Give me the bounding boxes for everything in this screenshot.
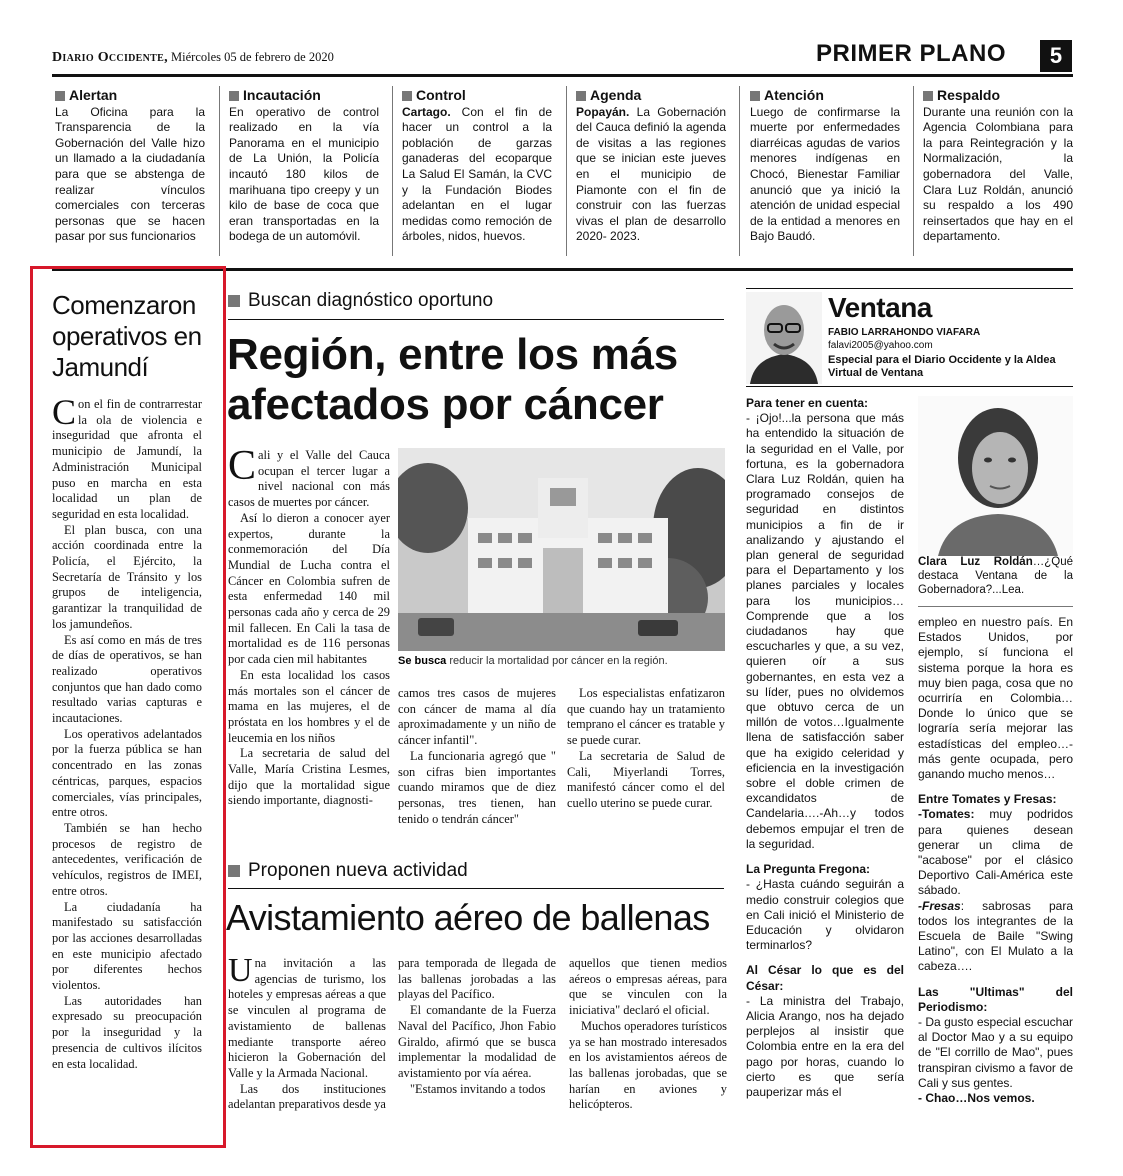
- caption-text: …¿Qué destaca Ventana de la Gobernadora?...Lea.: [918, 556, 1073, 596]
- brief-title: Incautación: [243, 87, 321, 103]
- brief-title: Control: [416, 87, 466, 103]
- main-article-col3: [567, 686, 725, 812]
- square-bullet-icon: [229, 91, 239, 101]
- paragraph: camos tres casos de mujeres con cáncer de mama al día aproximadamente y un niño de cáncer infantil".: [398, 686, 556, 748]
- photo-caption: [398, 655, 725, 667]
- paragraph: [918, 807, 1073, 898]
- section-heading: Al César lo que es del César:: [746, 963, 904, 993]
- ventana-rule: [746, 386, 1073, 387]
- brief-lead: Popayán.: [576, 104, 630, 119]
- brief-divider: [566, 86, 567, 256]
- main-article-col1: [228, 443, 390, 809]
- ventana-col2: [918, 615, 1073, 1106]
- left-article-headline: Comenzaron operativos en Jamundí: [52, 290, 202, 382]
- brief-divider: [739, 86, 740, 256]
- section-title: PRIMER PLANO: [816, 40, 1007, 67]
- paragraph: Las dos instituciones adelantan preparativos desde ya: [228, 1081, 386, 1112]
- paragraph: Los especialistas enfatizaron que cuando hay un tratamiento temprano el cáncer es tratable y se puede curar.: [567, 686, 725, 748]
- brief-body: Luego de confirmarse la muerte por enfermedades diarréicas agudas de varios menores indígenas en Chocó, Bienestar Familiar anunció que ya inició la atención de unidad especial de la entidad a menores en Bajo Baudó.: [750, 104, 900, 244]
- paragraph: Los operativos adelantados por la fuerza pública se han concentrado en las zonas céntricas, parques, espacios comerciales, vías principales, entre otros.: [52, 726, 202, 820]
- brief-lead: Cartago.: [402, 104, 451, 119]
- paragraph: - Da gusto especial escuchar al Doctor Mao y a su equipo de "El corrillo de Mao", pues transpiran civismo a favor de Cali y sus gentes.: [918, 1015, 1073, 1090]
- section-heading: Las "Ultimas" del Periodismo:: [918, 984, 1073, 1014]
- kicker-text: Proponen nueva actividad: [248, 860, 468, 881]
- governor-caption: [918, 555, 1073, 597]
- paragraph: Muchos operadores turísticos ya se han mostrado interesados en los avistamientos aéreos de las ballenas jorobadas, que se harían en aviones y helicópteros.: [569, 1018, 727, 1112]
- brief-divider: [219, 86, 220, 256]
- second-article-col3: [569, 956, 727, 1113]
- main-headline: Región, entre los más afectados por cáncer: [227, 330, 678, 429]
- brief-body: La Oficina para la Transparencia de la Gobernación del Valle hizo un llamado a la ciudadanía para que se abstenga de realizar vínculos comerciales con terceras personas que se hacen pasar por sus funcionarios: [55, 104, 205, 244]
- paragraph: para temporada de llegada de las ballenas jorobadas a las playas del Pacífico.: [398, 956, 556, 1002]
- paragraph: También se han hecho procesos de registro de antecedentes, verificación de vehículos, registros de IMEI, entre otros.: [52, 820, 202, 898]
- drop-cap: C: [52, 392, 77, 432]
- kicker-rule: [228, 888, 724, 889]
- ventana-credit: Especial para el Diario Occidente y la Aldea Virtual de Ventana: [828, 354, 1056, 379]
- item-label: -Fresas: [918, 898, 961, 913]
- hospital-photo: [398, 448, 725, 651]
- square-bullet-icon: [228, 865, 240, 877]
- brief-body: En operativo de control realizado en la vía Panorama en el municipio de La Unión, la Policía incautó 180 kilos de marihuana tipo creepy y un kilo de base de coca que eran transportadas en la bodega de un automóvil.: [229, 104, 379, 244]
- second-headline: Avistamiento aéreo de ballenas: [226, 897, 710, 938]
- paragraph: La secretaria de salud del Valle, María Cristina Lesmes, dijo que la mortalidad sigue siendo importante, diagnosti-: [228, 746, 390, 808]
- ventana-title: Ventana: [828, 292, 932, 323]
- brief-atencion: [750, 88, 900, 245]
- main-article-col2: [398, 686, 556, 827]
- ventana-top-rule: [746, 288, 1073, 289]
- brief-title: Atención: [764, 87, 824, 103]
- main-kicker: [228, 290, 493, 312]
- second-article-col1: [228, 952, 386, 1113]
- kicker-text: Buscan diagnóstico oportuno: [248, 290, 494, 311]
- paragraph: La secretaria de Salud de Cali, Miyerlandi Torres, manifestó cáncer como el del cuello uterino se puede curar.: [567, 748, 725, 810]
- paragraph: El plan busca, con una acción coordinada entre la Policía, el Ejército, la Secretaría de Tránsito y los grupos de inteligencia, garantizar la tranquilidad de los jamundeños.: [52, 522, 202, 631]
- item-text: : sabrosas para todos los integrantes de la Escuela de Baile "Swing Latino", con El Mulato a la cabeza….: [918, 898, 1073, 974]
- drop-cap: C: [228, 443, 257, 489]
- square-bullet-icon: [55, 91, 65, 101]
- item-label: -Tomates:: [918, 807, 975, 822]
- square-bullet-icon: [402, 91, 412, 101]
- drop-cap: U: [228, 952, 253, 989]
- paragraph: - ¿Hasta cuándo seguirán a medio construir colegios que en Cali inició el Ministerio de Educación y olvidaron terminarlos?: [746, 877, 904, 953]
- brief-alertan: [55, 88, 205, 245]
- author-portrait: [746, 292, 822, 384]
- paragraph: Así lo dieron a conocer ayer expertos, durante la conmemoración del Día Mundial de Lucha contra el Cáncer en Colombia sufren de esta enfermedad 140 mil personas cada año y cerca de 29 mil fallecen. En Cali la tasa de mortalidad es de 116 personas por cada cien mil habitantes: [228, 510, 390, 667]
- masthead-line: [52, 50, 334, 66]
- paragraph: [918, 899, 1073, 975]
- left-article-body: [52, 392, 202, 1072]
- ventana-email: falavi2005@yahoo.com: [828, 340, 933, 351]
- brief-respaldo: [923, 88, 1073, 245]
- page-number: 5: [1040, 40, 1072, 72]
- brief-title: Respaldo: [937, 87, 1001, 103]
- paragraph: na invitación a las agencias de turismo, los hoteles y empresas aéreas a que se vinculen al programa de avistamiento de ballenas mediante transporte aéreo hicieron la Gobernación del Valle y la Armada Nacional.: [228, 956, 386, 1080]
- caption-lead: Se busca: [398, 655, 447, 667]
- square-bullet-icon: [228, 295, 240, 307]
- item-text: muy podridos para quienes desean generar un clima de "acabose" por el clásico Deportivo Cali-América este sábado.: [918, 807, 1073, 898]
- paragraph: on el fin de contrarrestar la ola de violencia e inseguridad que afronta el municipio de Jamundí, la Administración Municipal puso en marcha en esta localidad un plan de seguridad en esta localidad.: [52, 397, 202, 521]
- masthead-date: Miércoles 05 de febrero de 2020: [171, 50, 334, 64]
- caption-name: Clara Luz Roldán: [918, 556, 1033, 568]
- brief-divider: [392, 86, 393, 256]
- second-kicker: [228, 860, 468, 882]
- brief-control: [402, 88, 552, 245]
- paragraph: En esta localidad los casos más mortales son el cáncer de mama en las mujeres, el de próstata en los hombres y el de leucemia en los niños: [228, 667, 390, 745]
- brief-body: Durante una reunión con la Agencia Colombiana para la para Reintegración y la Normalización, la gobernadora del Valle, Clara Luz Roldán, anunció su respaldo a los 490 reinsertados que hay en el departamento.: [923, 104, 1073, 244]
- paragraph: La ciudadanía ha manifestado su satisfacción por las acciones desarrolladas en este municipio afectado por diferentes hechos violentos.: [52, 899, 202, 993]
- brief-body: La Gobernación del Cauca definió la agenda de visitas a las regiones que se inician este jueves en el municipio de Piamonte con el fin de construir con las fuerzas vivas el plan de desarrollo 2020- 2023.: [576, 104, 726, 244]
- brief-incautacion: [229, 88, 379, 245]
- paragraph: ali y el Valle del Cauca ocupan el tercer lugar a nivel nacional con más casos de muertes por cáncer.: [228, 448, 390, 510]
- paragraph: - La ministra del Trabajo, Alicia Arango, nos ha dejado perplejos al insistir que Colombia entre en la era del pago por horas, cuando lo cierto es que sería pauperizar más el: [746, 993, 904, 1099]
- brief-body: Con el fin de hacer un control a la población de garzas ganaderas del ecoparque La Salud El Samán, la CVC y la Fundación Biodes adelantan en el lugar medidas como remoción de árboles, nidos, huevos.: [402, 104, 552, 244]
- paragraph: - ¡Ojo!...la persona que más ha entendido la situación de la seguridad en el Valle, por fortuna, es la gobernadora Clara Luz Roldán, quien ha programado consejos de seguridad en distintos municipios a fin de ir analizando y ajustando el plan general de seguridad para el Departamento y los planes parciales y locales para los municipios…Comprende que a los ciudadanos hay que escucharles y que, a su vez, quieren oír a sus gobernantes, en esta vez a su líder, pues no olvidemos que obtuvo cerca de un millón de votos…Igualmente llena de satisfacción saber que ha exigido celeridad y eficiencia en la investigación sobre el doble crimen de excandidatos de Candelaria….-Ah…y todos debemos empujar el tren de la seguridad.: [746, 411, 904, 851]
- section-heading: Entre Tomates y Fresas:: [918, 792, 1057, 807]
- paragraph: La funcionaria agregó que " son cifras bien importantes cuando miramos que de diez personas, tres tienen, han tenido o tendrán cáncer": [398, 748, 556, 826]
- brief-title: Agenda: [590, 87, 642, 103]
- top-rule: [52, 74, 1073, 77]
- masthead-name: Diario Occidente,: [52, 50, 168, 65]
- ventana-col1: [746, 396, 904, 1100]
- paragraph: "Estamos invitando a todos: [410, 1081, 546, 1096]
- ventana-author: FABIO LARRAHONDO VIAFARA: [828, 327, 981, 338]
- brief-title: Alertan: [69, 87, 118, 103]
- square-bullet-icon: [923, 91, 933, 101]
- closing-line: - Chao…Nos vemos.: [918, 1091, 1035, 1106]
- paragraph: Es así como en más de tres de días de operativos, se han realizado operativos conjuntos que han dado como resultado varias capturas e incautaciones.: [52, 632, 202, 726]
- paragraph: El comandante de la Fuerza Naval del Pacífico, Jhon Fabio Giraldo, afirmó que se busca implementar la modalidad de avistamiento por vía aérea.: [398, 1003, 556, 1080]
- paragraph: aquellos que tienen medios aéreos o empresas aéreas, para que se vinculen con la iniciativa" declaró el oficial.: [569, 956, 727, 1018]
- caption-rule: [918, 606, 1073, 607]
- caption-text: reducir la mortalidad por cáncer en la región.: [446, 655, 668, 667]
- square-bullet-icon: [576, 91, 586, 101]
- paragraph: Las autoridades han expresado su preocupación por la inseguridad y la presencia de cultivos ilícitos en esta localidad.: [52, 993, 202, 1071]
- section-heading: La Pregunta Fregona:: [746, 862, 871, 877]
- kicker-rule: [228, 319, 724, 320]
- second-article-col2: [398, 956, 556, 1097]
- governor-photo: [918, 396, 1073, 556]
- square-bullet-icon: [750, 91, 760, 101]
- brief-agenda: [576, 88, 726, 245]
- paragraph: empleo en nuestro país. En Estados Unidos, por ejemplo, sí funciona el sistema porque la hora es muy bien paga, cosa que no ocurriría en Colombia…Donde lo único que se lograría sería mejorar las estadísticas del empleo…-más gente ocupada, pero ganando mucho menos…: [918, 615, 1073, 782]
- section-heading: Para tener en cuenta:: [746, 396, 869, 410]
- brief-divider: [913, 86, 914, 256]
